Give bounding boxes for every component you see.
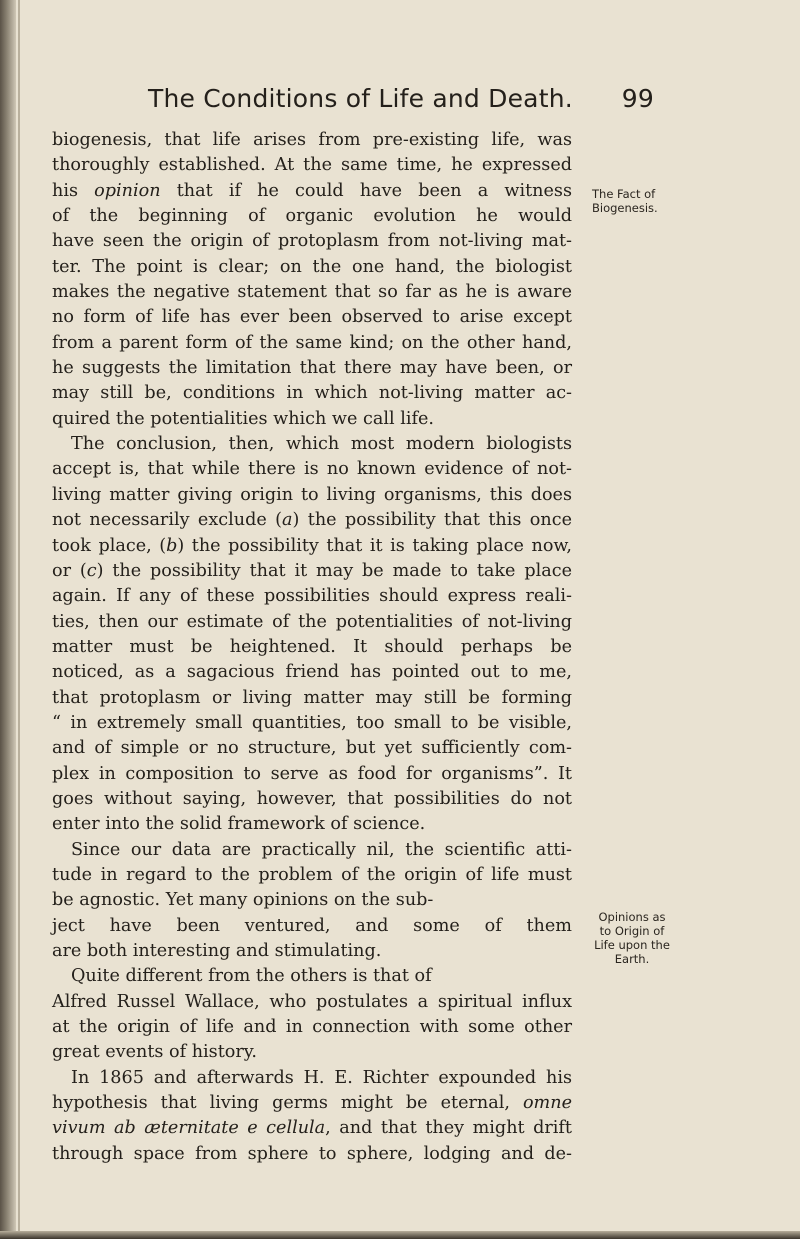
body-text [52,128,572,1167]
text-line: enter into the solid framework of science. [52,814,426,835]
text-line: of the beginning of organic evolution he would [52,206,572,227]
text-line: from a parent form of the same kind; on the other hand, [52,332,572,353]
text-line: accept is, that while there is no known evidence of not- [52,459,572,480]
text-line: matter must be heightened. It should perhaps be [52,636,572,657]
page-number: 99 [621,84,654,113]
text-run: his [52,180,95,201]
italic-text-run: omne [522,1093,572,1114]
text-line: thoroughly established. At the same time, he expressed [52,155,572,176]
text-run: ) the possibility that this once [292,510,572,531]
text-line: and of simple or no structure, but yet sufficiently com- [52,738,572,759]
italic-text-run: opinion [94,180,161,201]
text-line [52,1116,572,1141]
running-title: The Conditions of Life and Death. [148,84,573,113]
text-line: ject have been ventured, and some of them [52,915,572,936]
margin-note-opinions [592,910,672,966]
text-line: tude in regard to the problem of the origin of life must [52,864,572,885]
text-line: be agnostic. Yet many opinions on the sub- [52,890,434,911]
text-line: great events of history. [52,1042,257,1063]
text-line: goes without saying, however, that possibilities do not [52,788,572,809]
text-run: that if he could have been a witness [160,180,572,201]
page-bottom-edge [0,1231,800,1239]
text-run: , and that they might drift [325,1118,572,1139]
text-line [52,179,572,204]
text-line: are both interesting and stimulating. [52,941,382,961]
text-line: biogenesis, that life arises from pre-existing life, was [52,130,572,150]
running-header [148,84,654,120]
italic-text-run: a [282,510,293,531]
text-line: no form of life has ever been observed to arise except [52,307,572,328]
margin-note-line: Earth. [614,952,650,966]
text-line: In 1865 and afterwards H. E. Richter expounded his [71,1067,572,1088]
binding-gutter-line [18,0,20,1239]
margin-note-line: to Origin of [599,924,665,938]
text-line [52,508,572,533]
margin-note-line: The Fact of [592,187,656,201]
text-line: may still be, conditions in which not-living matter ac- [52,383,572,404]
text-line: have seen the origin of protoplasm from not-living mat- [52,231,572,252]
text-line: The conclusion, then, which most modern biologists [71,434,572,455]
text-line: he suggests the limitation that there may have been, or [52,358,572,379]
text-line: living matter giving origin to living organisms, this does [52,484,572,505]
text-line: ter. The point is clear; on the one hand, the biologist [52,256,572,277]
text-run: not necessarily exclude ( [52,510,282,531]
text-line: Since our data are practically nil, the scientific atti- [71,839,572,860]
margin-note-line: Opinions as [598,910,666,924]
text-line: noticed, as a sagacious friend has pointed out to me, [52,662,572,683]
book-binding-edge [0,0,16,1239]
text-run: hypothesis that living germs might be eternal, [52,1093,523,1114]
text-line: Alfred Russel Wallace, who postulates a spiritual influx [52,991,572,1012]
text-line: Quite different from the others is that of [71,966,432,987]
margin-note-line: Biogenesis. [592,201,658,215]
italic-text-run: b [166,535,178,556]
margin-note-biogenesis [592,187,692,215]
text-line: “ in extremely small quantities, too small to be visible, [52,712,572,733]
text-line: through space from sphere to sphere, lodging and de- [52,1143,572,1164]
text-line: at the origin of life and in connection with some other [52,1017,572,1038]
text-line: makes the negative statement that so far as he is aware [52,282,572,303]
text-run: or ( [52,560,87,581]
text-line: quired the potentialities which we call life. [52,408,434,429]
text-run: ) the possibility that it is taking place now, [177,535,572,556]
text-run: took place, ( [52,535,167,556]
text-line: plex in composition to serve as food for organisms”. It [52,763,572,784]
italic-text-run: vivum ab æternitate e cellula [52,1118,326,1139]
text-line: ties, then our estimate of the potentialities of not-living [52,611,572,632]
margin-note-line: Life upon the [594,938,670,952]
text-line [52,534,572,559]
italic-text-run: c [86,560,97,581]
text-line: again. If any of these possibilities should express reali- [52,586,572,607]
text-line [52,559,572,584]
text-line: that protoplasm or living matter may still be forming [52,687,572,708]
text-run: ) the possibility that it may be made to take place [96,560,572,581]
text-line [52,1091,572,1116]
